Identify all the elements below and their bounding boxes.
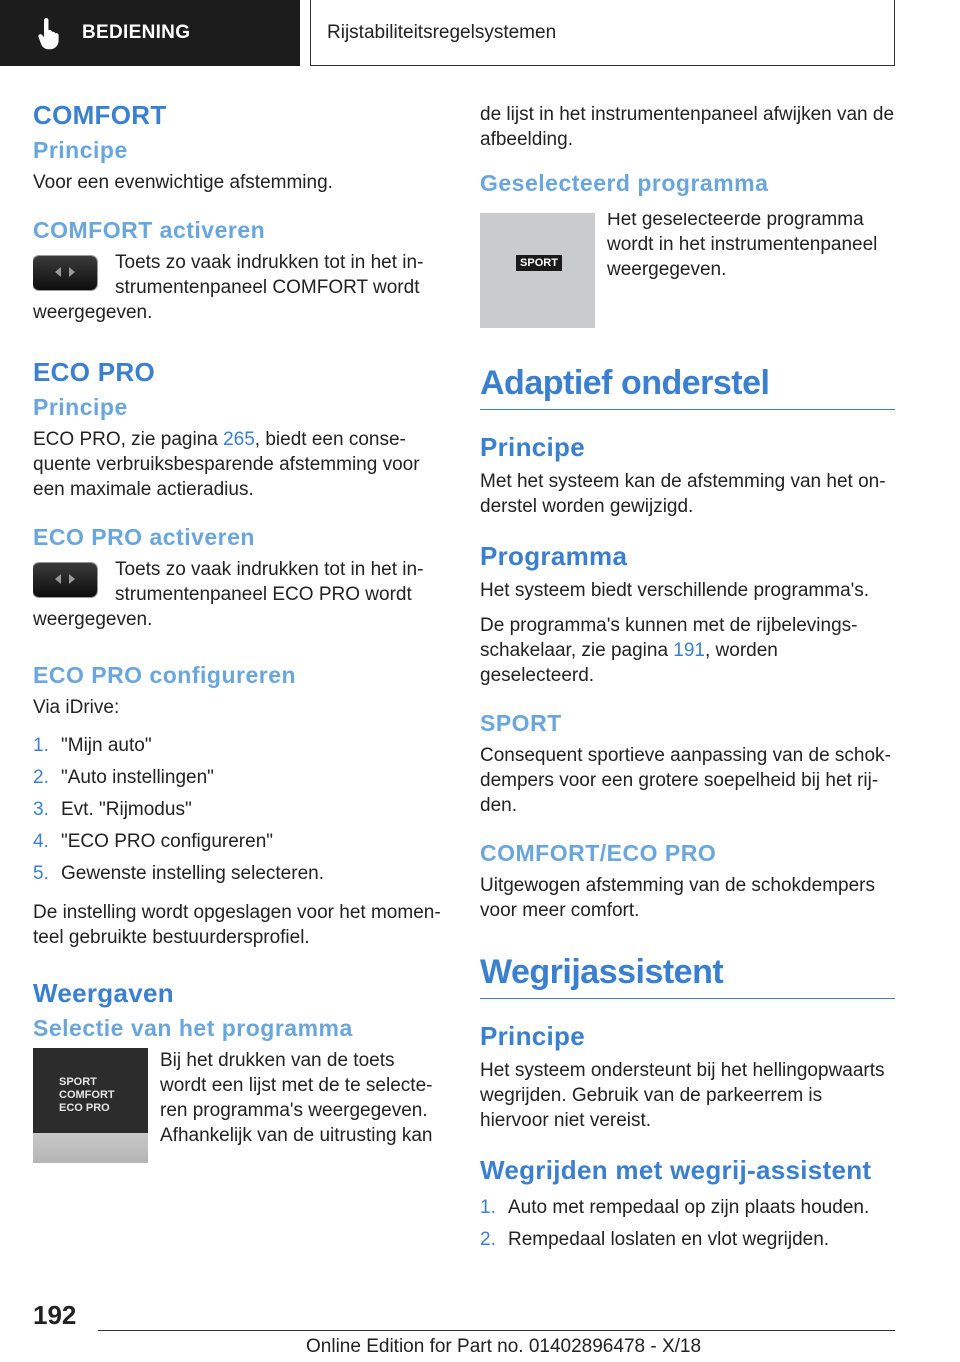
programma-heading: Programma	[480, 541, 628, 571]
via-idrive-text: Via iDrive:	[33, 697, 120, 718]
left-column	[33, 100, 446, 1185]
comfort-heading: COMFORT	[33, 100, 167, 130]
comfort-principe-heading: Principe	[33, 137, 128, 163]
list-item: 2. Rempedaal loslaten en vlot wegrijden.	[480, 1229, 830, 1250]
ad-principe-heading: Principe	[480, 432, 585, 462]
list-item: 1. Auto met rempedaal op zijn plaats houden.	[480, 1197, 870, 1218]
comfort-eco-text: Uitgewogen afstemming van de schokdempers voor meer comfort.	[480, 875, 875, 921]
comfort-eco-heading: COMFORT/ECO PRO	[480, 840, 717, 866]
page-number: 192	[33, 1300, 77, 1330]
eco-pro-heading: ECO PRO	[33, 357, 156, 387]
page-link-265[interactable]: 265	[223, 429, 255, 450]
programma-text: Het systeem biedt verschillende programma's.	[480, 580, 870, 601]
programma-text-2: De programma's kunnen met de rijbelevingsschakelaar, zie pagina 191, worden geselecteerd.	[480, 615, 858, 686]
program-menu-image: SPORT COMFORT ECO PRO	[33, 1048, 148, 1163]
driving-mode-switch-icon	[33, 256, 97, 290]
list-item: 2. "Auto instellingen"	[33, 767, 214, 788]
page-link-191[interactable]: 191	[673, 640, 705, 661]
weergaven-heading: Weergaven	[33, 978, 174, 1008]
driving-mode-switch-icon	[33, 563, 97, 597]
eco-activeren-text: Toets zo vaak indrukken tot in het instrumentenpaneel ECO PRO wordt weergegeven.	[33, 559, 424, 630]
eco-principe-heading: Principe	[33, 394, 128, 420]
list-item: 4. "ECO PRO configureren"	[33, 831, 274, 852]
list-item: 3. Evt. "Rijmodus"	[33, 799, 192, 820]
hand-pointer-icon	[32, 14, 70, 52]
section-label: BEDIENING	[82, 22, 191, 43]
geselecteerd-block	[480, 213, 895, 328]
sport-display-image: SPORT	[480, 213, 595, 328]
wegrijassistent-heading: Wegrijassistent	[480, 953, 895, 999]
geselecteerd-heading: Geselecteerd programma	[480, 170, 769, 196]
selectie-heading: Selectie van het programma	[33, 1015, 353, 1041]
comfort-activeren-text: Toets zo vaak indrukken tot in het instrumentenpaneel COMFORT wordt weergegeven.	[33, 252, 424, 323]
eco-steps-list	[33, 730, 446, 890]
sport-heading: SPORT	[480, 710, 562, 736]
list-item: 1. "Mijn auto"	[33, 735, 152, 756]
comfort-activeren-block	[33, 250, 446, 325]
ad-principe-text: Met het systeem kan de afstemming van het onderstel worden gewijzigd.	[480, 471, 886, 517]
right-column	[480, 102, 895, 1266]
geselecteerd-text: Het geselecteerde programma wordt in het instrumentenpaneel weergegeven.	[607, 213, 878, 280]
adaptief-onderstel-heading: Adaptief onderstel	[480, 364, 895, 410]
wr-principe-text: Het systeem ondersteunt bij het hellingopwaarts wegrijden. Gebruik van de parkeerrem is hiervoor niet vereist.	[480, 1060, 885, 1131]
chapter-title: Rijstabiliteitsregelsystemen	[310, 0, 895, 66]
section-tab[interactable]	[0, 0, 300, 66]
wr-principe-heading: Principe	[480, 1021, 585, 1051]
wr-met-heading: Wegrijden met wegrij-assistent	[480, 1155, 872, 1185]
footer-divider	[98, 1330, 895, 1331]
eco-principe-text: ECO PRO, zie pagina 265, biedt een consequente verbruiksbesparende afstemming voor een maximale actieradius.	[33, 429, 420, 500]
sport-text: Consequent sportieve aanpassing van de schokdempers voor een grotere soepelheid bij het rijden.	[480, 745, 891, 816]
footer-edition: Online Edition for Part no. 01402896478 - X/18	[306, 1336, 702, 1357]
continued-text: de lijst in het instrumentenpaneel afwijken van de afbeelding.	[480, 104, 895, 150]
eco-configureren-heading: ECO PRO configureren	[33, 662, 297, 688]
selectie-block	[33, 1048, 446, 1163]
comfort-activeren-heading: COMFORT activeren	[33, 217, 266, 243]
selectie-text: Bij het drukken van de toets wordt een lijst met de te selecteren programma's weergegeven. Afhankelijk van de uitrusting kan	[160, 1050, 433, 1146]
eco-activeren-heading: ECO PRO activeren	[33, 524, 255, 550]
comfort-principe-text: Voor een evenwichtige afstemming.	[33, 172, 333, 193]
list-item: 5. Gewenste instelling selecteren.	[33, 863, 324, 884]
eco-activeren-block	[33, 557, 446, 632]
wr-steps-list	[480, 1192, 895, 1256]
eco-configureren-outro: De instelling wordt opgeslagen voor het momenteel gebruikte bestuurdersprofiel.	[33, 902, 441, 948]
